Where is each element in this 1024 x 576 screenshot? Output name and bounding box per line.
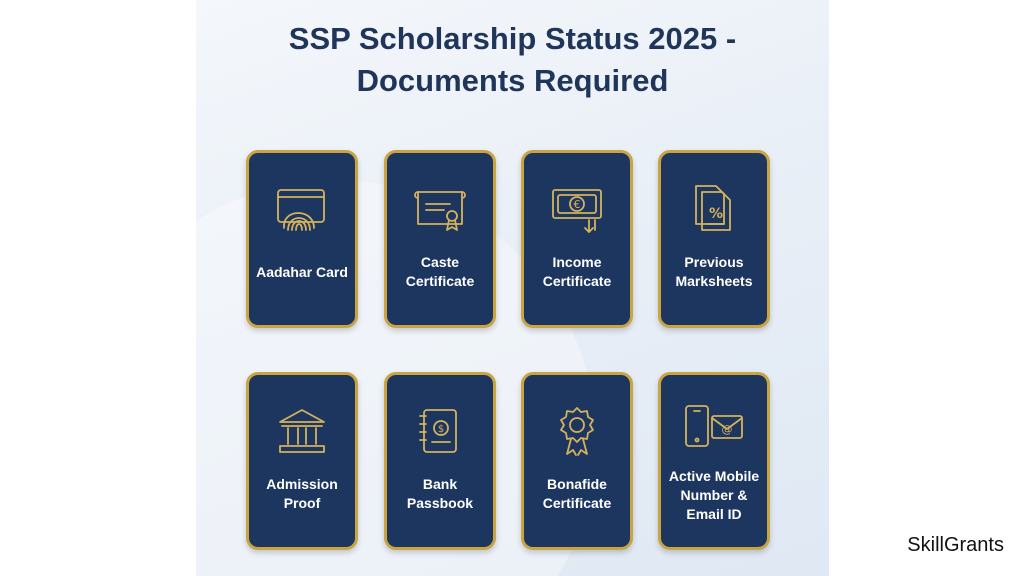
percent-document-icon <box>682 179 746 239</box>
card-label: Bank Passbook <box>406 476 474 511</box>
svg-text:€: € <box>573 198 581 211</box>
card-mobile-email <box>658 372 770 550</box>
card-passbook <box>384 372 496 550</box>
card-label: Active Mobile Number & Email ID <box>668 467 760 522</box>
card-income <box>521 150 633 328</box>
card-label: Caste Certificate <box>405 254 475 289</box>
card-label: Income Certificate <box>542 254 612 289</box>
award-ribbon-icon <box>545 401 609 461</box>
svg-text:%: % <box>708 206 724 222</box>
brand-logo-text: SkillGrants <box>907 534 1004 556</box>
card-bonafide <box>521 372 633 550</box>
fingerprint-card-icon <box>270 179 334 239</box>
infographic-panel <box>196 0 829 576</box>
card-admission <box>246 372 358 550</box>
euro-banknote-icon <box>545 179 609 239</box>
svg-text:$: $ <box>437 424 445 435</box>
svg-text:@: @ <box>721 423 733 436</box>
page-title <box>196 18 829 102</box>
title-line-1: SSP Scholarship Status 2025 - <box>288 21 737 56</box>
card-label: Admission Proof <box>266 476 338 511</box>
card-marksheets <box>658 150 770 328</box>
institution-building-icon <box>270 401 334 461</box>
title-line-2: Documents Required <box>356 63 669 98</box>
card-label: Previous Marksheets <box>675 254 753 289</box>
mobile-email-icon <box>682 397 746 457</box>
card-label: Aadahar Card <box>256 263 348 280</box>
card-caste <box>384 150 496 328</box>
card-label: Bonafide Certificate <box>542 476 612 511</box>
certificate-scroll-icon <box>408 179 472 239</box>
card-aadhaar <box>246 150 358 328</box>
passbook-icon <box>408 401 472 461</box>
